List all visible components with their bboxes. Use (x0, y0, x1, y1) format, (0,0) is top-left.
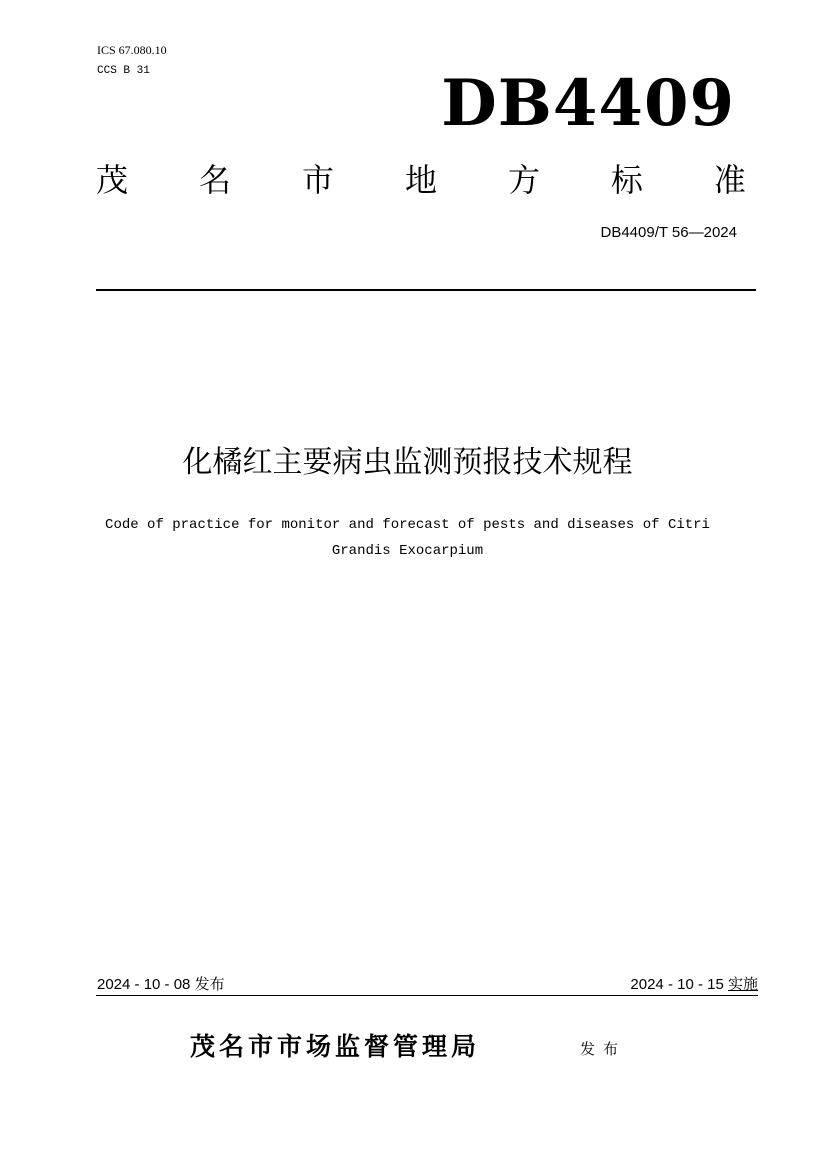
header-divider (96, 289, 756, 291)
title-en-line: Code of practice for monitor and forecast of pests and diseases of Citri (105, 517, 710, 533)
publish-date-block (97, 976, 225, 994)
issue-label: 发布 (580, 1040, 627, 1058)
standard-type-char: 茂 (96, 161, 129, 199)
standard-type-char: 准 (713, 161, 746, 199)
document-title-zh: 化橘红主要病虫监测预报技术规程 (182, 445, 633, 480)
standard-type-char: 标 (610, 161, 643, 199)
standard-type (96, 160, 746, 200)
title-en-line: Grandis Exocarpium (331, 543, 484, 559)
date-divider (96, 995, 758, 996)
standard-type-char: 方 (507, 161, 540, 199)
standard-type-char: 市 (301, 161, 334, 199)
implement-date-block (630, 976, 758, 994)
implement-label: 实施 (727, 976, 758, 993)
document-title-en (60, 512, 755, 564)
implement-date: 2024 - 10 - 15 (630, 976, 724, 993)
ics-code: ICS 67.080.10 (97, 43, 167, 57)
publish-label: 发布 (194, 976, 225, 993)
publish-date: 2024 - 10 - 08 (97, 976, 191, 993)
ccs-code: CCS B 31 (97, 65, 150, 77)
issuing-authority: 茂名市市场监督管理局 (190, 1032, 481, 1061)
db-code: DB4409 (441, 66, 735, 141)
standard-number: DB4409/T 56—2024 (600, 224, 737, 241)
standard-type-char: 地 (404, 161, 437, 199)
standard-type-char: 名 (198, 161, 231, 199)
